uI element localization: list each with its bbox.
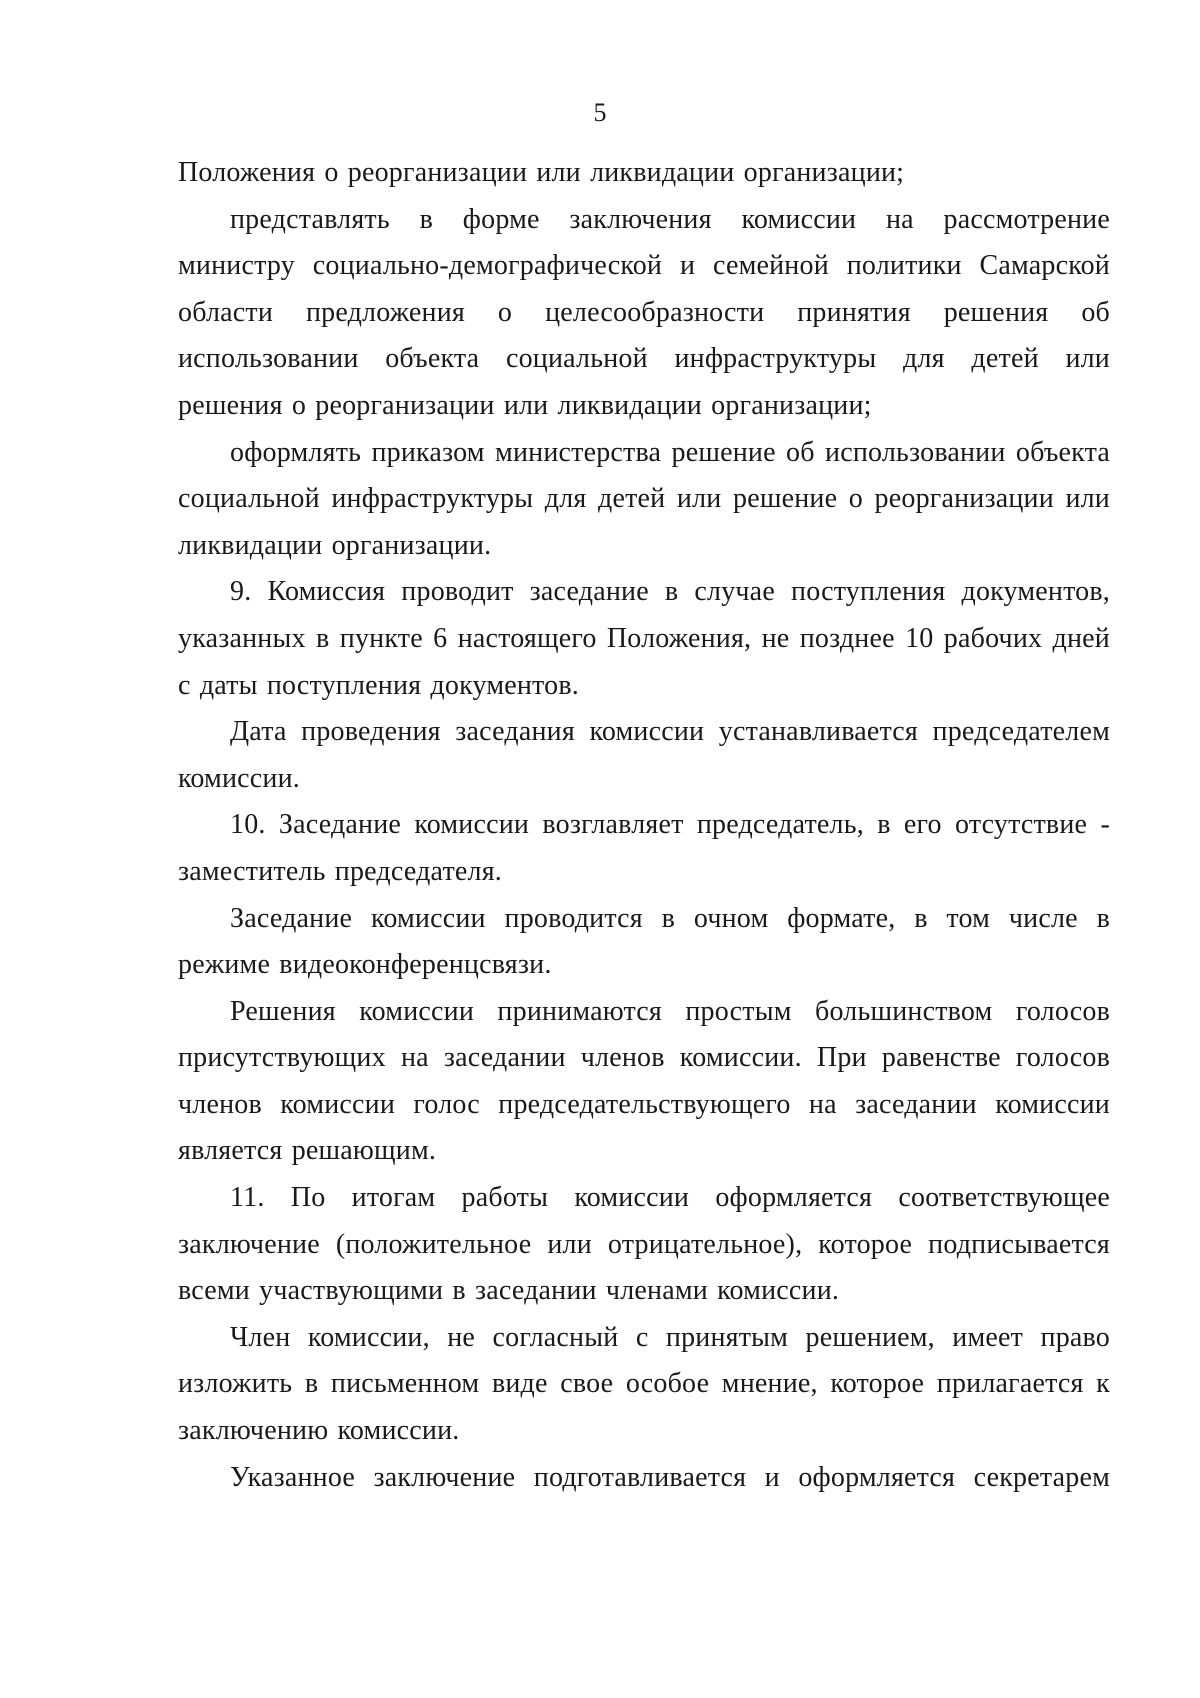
paragraph-meeting-format: Заседание комиссии проводится в очном формате, в том числе в режиме видеоконференцсвязи. — [178, 902, 1110, 981]
paragraph-item-9: 9. Комиссия проводит заседание в случае поступления документов, указанных в пункте 6 настоящего Положения, не позднее 10 рабочих дней с даты поступления документов. — [178, 576, 1110, 701]
paragraph-item-10: 10. Заседание комиссии возглавляет председатель, в его отсутствие - заместитель председателя. — [178, 809, 1110, 887]
paragraph-submit-conclusion: представлять в форме заключения комиссии на рассмотрение министру социально-демографической и семейной политики Самарской области предложения о целесообразности принятия решения об использовании объекта социальной инфраструктуры для детей или решения о реорганизации или ликвидации организации; — [178, 203, 1110, 421]
paragraph-item-11: 11. По итогам работы комиссии оформляется соответствующее заключение (положительное или отрицательное), которое подписывается всеми участвующими в заседании членами комиссии. — [178, 1182, 1110, 1307]
paragraph-continuation: Положения о реорганизации или ликвидации организации; — [178, 157, 905, 188]
paragraph-decisions: Решения комиссии принимаются простым большинством голосов присутствующих на заседании членов комиссии. При равенстве голосов членов комиссии голос председательствующего на заседании комиссии является решающим. — [178, 995, 1110, 1167]
paragraph-dissent: Член комиссии, не согласный с принятым решением, имеет право изложить в письменном виде свое особое мнение, которое прилагается к заключению комиссии. — [178, 1321, 1110, 1447]
document-body — [178, 150, 1110, 1501]
page-number: 5 — [593, 98, 607, 127]
paragraph-meeting-date: Дата проведения заседания комиссии устанавливается председателем комиссии. — [178, 716, 1110, 794]
paragraph-secretary: Указанное заключение подготавливается и оформляется секретарем — [230, 1461, 1110, 1493]
paragraph-issue-order: оформлять приказом министерства решение об использовании объекта социальной инфраструктуры для детей или решение о реорганизации или ликвидации организации. — [178, 436, 1110, 561]
